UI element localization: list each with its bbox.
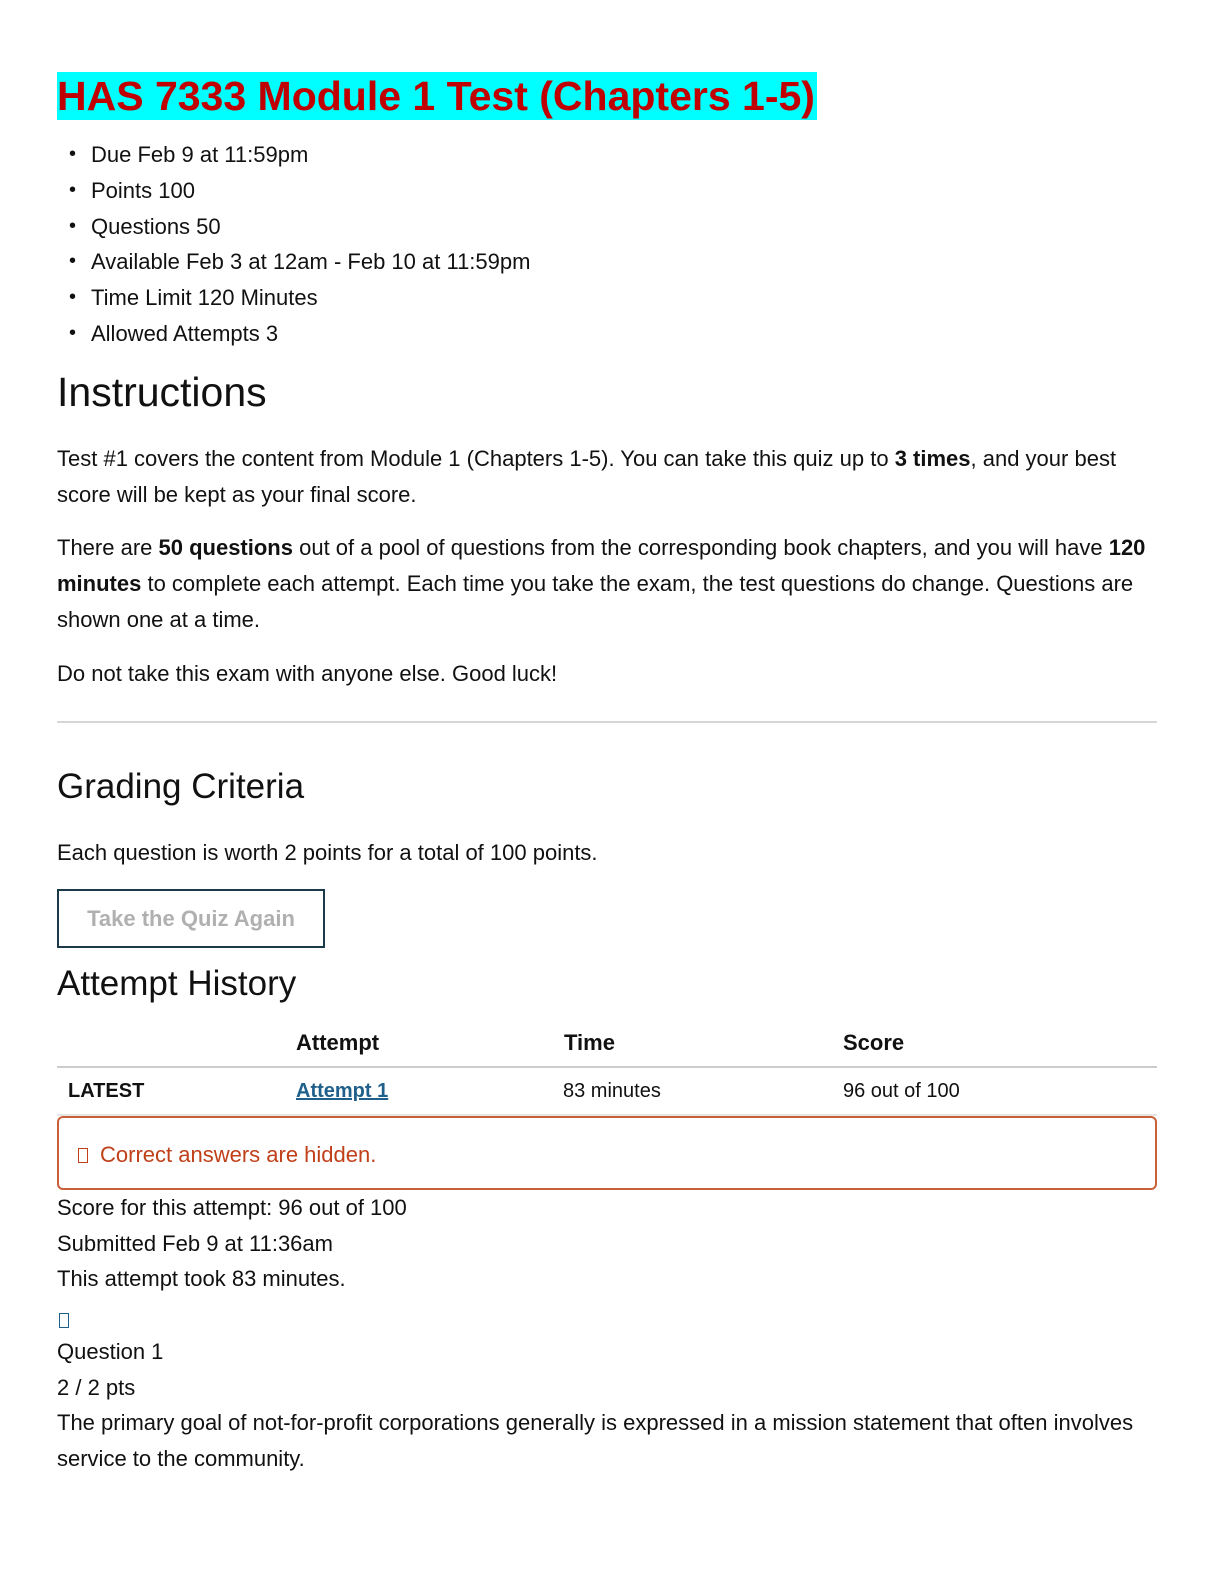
attempt-submitted: Submitted Feb 9 at 11:36am [57,1231,333,1256]
question-points: 2 / 2 pts [57,1375,136,1400]
attempt-duration: This attempt took 83 minutes. [57,1266,346,1291]
instructions-bold: 120 minutes [57,535,1146,596]
meta-questions: • Questions 50 [57,209,530,245]
score-cell: 96 out of 100 [843,1080,960,1102]
instructions-text: Test #1 covers the content from Module 1 (Chapters 1-5). You can take this quiz up to [57,446,895,471]
attempt-1-link[interactable]: Attempt 1 [296,1080,389,1102]
instructions-paragraph-1 [57,441,1157,513]
meta-time-limit: • Time Limit 120 Minutes [57,280,530,316]
meta-points: • Points 100 [57,173,530,209]
instructions-text: There are [57,535,159,560]
latest-label: LATEST [68,1080,145,1102]
grading-heading: Grading Criteria [57,767,305,806]
attempt-history-table [57,1026,1157,1116]
instructions-bold: 3 times [894,446,971,471]
instructions-bold: 50 questions [158,535,293,560]
time-cell: 83 minutes [563,1080,661,1102]
answers-hidden-alert [57,1116,1157,1190]
alert-text: Correct answers are hidden. [100,1142,377,1167]
meta-due: • Due Feb 9 at 11:59pm [57,137,530,173]
instructions-text: out of a pool of questions from the corresponding book chapters, and you will have [292,535,1109,560]
meta-allowed-attempts: • Allowed Attempts 3 [57,316,530,352]
quiz-title: HAS 7333 Module 1 Test (Chapters 1-5) [57,73,815,119]
quiz-meta-list [57,137,530,352]
instructions-heading: Instructions [57,369,267,415]
attempt-cell [296,1080,388,1103]
attempt-score: Score for this attempt: 96 out of 100 [57,1195,407,1220]
instructions-text: , and your best score will be kept as your final score. [57,446,1117,507]
take-quiz-again-button[interactable]: Take the Quiz Again [57,889,325,948]
instructions-paragraph-3: Do not take this exam with anyone else. Good luck! [57,661,558,686]
question-text: The primary goal of not-for-profit corporations generally is expressed in a mission statement that often involves service to the community. [57,1410,1134,1471]
grading-text: Each question is worth 2 points for a total of 100 points. [57,840,598,865]
column-header-time: Time [564,1030,615,1055]
column-header-score: Score [843,1030,905,1055]
instructions-text: to complete each attempt. Each time you take the exam, the test questions do change. Questions are shown one at a time. [57,571,1134,632]
attempt-history-heading: Attempt History [57,964,297,1003]
table-row [57,1068,1157,1116]
section-divider [57,721,1157,723]
instructions-paragraph-2 [57,530,1157,638]
question-number: Question 1 [57,1339,164,1364]
table-header-row [57,1026,1157,1068]
info-icon [78,1148,88,1163]
column-header-attempt: Attempt [296,1030,380,1055]
meta-available: • Available Feb 3 at 12am - Feb 10 at 11:59pm [57,244,530,280]
flag-icon[interactable] [59,1313,69,1328]
